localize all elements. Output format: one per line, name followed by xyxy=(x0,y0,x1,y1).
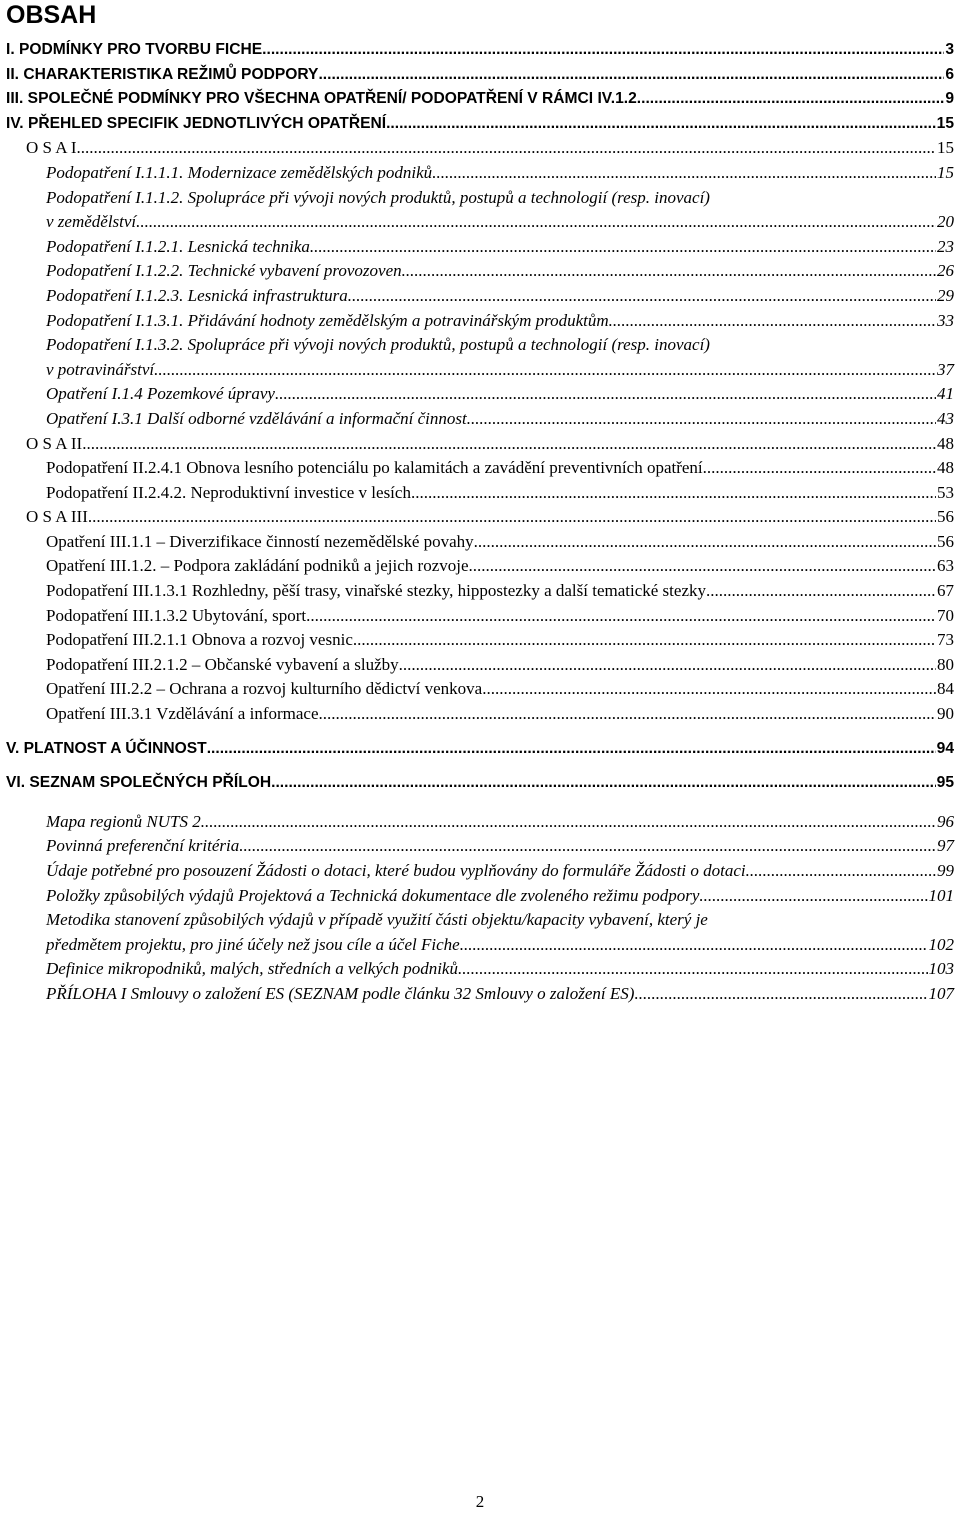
toc-entry-text: Opatření III.2.2 – Ochrana a rozvoj kulturního dědictví venkova xyxy=(46,679,483,699)
toc-entry-text: VI. SEZNAM SPOLEČNÝCH PŘÍLOH xyxy=(6,774,272,792)
toc-entry-text: Podopatření II.2.4.1 Obnova lesního potenciálu po kalamitách a zavádění preventivních opatření xyxy=(46,458,703,478)
toc-entry-text: Definice mikropodniků, malých, středních a velkých podniků xyxy=(46,959,458,979)
toc-entry-text: Podopatření III.2.1.1 Obnova a rozvoj vesnic xyxy=(46,630,353,650)
toc-page-number: 6 xyxy=(945,65,954,83)
dot-leader xyxy=(641,87,944,112)
dot-leader xyxy=(306,604,936,629)
toc-entry[interactable] xyxy=(6,834,954,859)
toc-entry[interactable] xyxy=(6,112,954,137)
toc-entry[interactable] xyxy=(6,933,954,958)
toc-entry[interactable] xyxy=(6,677,954,702)
table-of-contents xyxy=(6,38,954,1007)
dot-leader xyxy=(482,677,936,702)
dot-leader xyxy=(353,628,936,653)
toc-entry[interactable] xyxy=(6,653,954,678)
toc-page-number: 53 xyxy=(937,482,954,502)
dot-leader xyxy=(703,456,936,481)
toc-entry[interactable] xyxy=(6,235,954,260)
toc-page-number: 94 xyxy=(936,739,954,757)
dot-leader xyxy=(458,957,928,982)
toc-entry-text: O S A III xyxy=(26,507,88,527)
toc-entry[interactable] xyxy=(6,432,954,457)
dot-leader xyxy=(82,432,936,457)
toc-entry[interactable] xyxy=(6,358,954,383)
toc-page-number: 20 xyxy=(937,212,954,232)
toc-entry[interactable] xyxy=(6,957,954,982)
toc-entry-text: Opatření III.3.1 Vzdělávání a informace xyxy=(46,704,319,724)
toc-entry[interactable] xyxy=(6,604,954,629)
toc-entry-text: IV. PŘEHLED SPECIFIK JEDNOTLIVÝCH OPATŘENÍ xyxy=(6,114,387,132)
toc-page-number: 37 xyxy=(937,359,954,379)
toc-entry[interactable] xyxy=(6,259,954,284)
toc-page-number: 9 xyxy=(945,90,954,108)
toc-entry[interactable] xyxy=(6,702,954,727)
toc-entry[interactable] xyxy=(6,628,954,653)
toc-entry-text: O S A II xyxy=(26,433,83,453)
dot-leader xyxy=(136,210,936,235)
toc-entry-text: III. SPOLEČNÉ PODMÍNKY PRO VŠECHNA OPATŘENÍ/ PODOPATŘENÍ V RÁMCI IV.1.2. xyxy=(6,90,642,108)
toc-page-number: 67 xyxy=(937,581,954,601)
dot-leader xyxy=(77,136,936,161)
dot-leader xyxy=(318,63,944,88)
dot-leader xyxy=(207,737,936,762)
toc-entry-text: Opatření III.1.1 – Diverzifikace činností nezemědělské povahy xyxy=(46,531,474,551)
toc-entry-text: Podopatření III.1.3.1 Rozhledny, pěší trasy, vinařské stezky, hippostezky a další tematické stezky xyxy=(46,581,706,601)
page-number: 2 xyxy=(475,1492,485,1511)
toc-page-number: 56 xyxy=(937,531,954,551)
dot-leader xyxy=(609,309,936,334)
toc-entry-text: Podopatření I.1.2.2. Technické vybavení provozoven xyxy=(46,261,402,281)
dot-leader xyxy=(460,933,928,958)
toc-page-number: 63 xyxy=(937,556,954,576)
toc-entry[interactable] xyxy=(6,456,954,481)
toc-entry[interactable] xyxy=(6,505,954,530)
toc-page-number: 73 xyxy=(937,630,954,650)
dot-leader xyxy=(634,982,927,1007)
toc-entry[interactable] xyxy=(6,63,954,88)
toc-entry-text-continued: v zemědělství xyxy=(46,212,137,232)
toc-entry[interactable] xyxy=(6,530,954,555)
toc-entry-text: Opatření III.1.2. – Podpora zakládání podniků a jejich rozvoje xyxy=(46,556,469,576)
toc-page-number: 101 xyxy=(928,885,954,905)
toc-page-number: 26 xyxy=(937,261,954,281)
dot-leader xyxy=(88,505,936,530)
toc-page-number: 90 xyxy=(937,704,954,724)
toc-page-number: 96 xyxy=(937,811,954,831)
toc-page-number: 102 xyxy=(928,934,954,954)
toc-entry[interactable] xyxy=(6,579,954,604)
toc-page-number: 15 xyxy=(937,162,954,182)
toc-entry[interactable] xyxy=(6,810,954,835)
dot-leader xyxy=(746,859,936,884)
toc-page-number: 15 xyxy=(936,114,954,132)
dot-leader xyxy=(467,407,936,432)
toc-entry-text[interactable]: Metodika stanovení způsobilých výdajů v případě využití části objektu/kapacity vybavení, který je xyxy=(46,910,708,930)
dot-leader xyxy=(319,702,936,727)
toc-entry-text: Mapa regionů NUTS 2 xyxy=(46,811,201,831)
toc-entry-text-continued: předmětem projektu, pro jiné účely než jsou cíle a účel Fiche xyxy=(46,934,460,954)
toc-page-number: 70 xyxy=(937,605,954,625)
dot-leader xyxy=(699,884,927,909)
toc-entry[interactable] xyxy=(6,382,954,407)
toc-page-number: 97 xyxy=(937,836,954,856)
toc-page-number: 48 xyxy=(937,458,954,478)
toc-entry[interactable] xyxy=(6,161,954,186)
toc-entry[interactable] xyxy=(6,737,954,762)
toc-entry-text: PŘÍLOHA I Smlouvy o založení ES (SEZNAM podle článku 32 Smlouvy o založení ES) xyxy=(46,983,635,1003)
toc-entry-text: Podopatření I.1.3.1. Přidávání hodnoty zemědělským a potravinářským produktům xyxy=(46,310,609,330)
toc-page-number: 43 xyxy=(937,408,954,428)
dot-leader xyxy=(271,771,936,796)
toc-page-number: 80 xyxy=(937,654,954,674)
toc-page-number: 3 xyxy=(945,41,954,58)
dot-leader xyxy=(348,284,936,309)
dot-leader xyxy=(262,38,944,63)
dot-leader xyxy=(239,834,936,859)
toc-entry-text: Podopatření I.1.1.1. Modernizace zemědělských podniků xyxy=(46,162,433,182)
toc-entry-text: II. CHARAKTERISTIKA REŽIMŮ PODPORY xyxy=(6,65,319,83)
toc-page-number: 33 xyxy=(937,310,954,330)
toc-page-number: 23 xyxy=(937,236,954,256)
dot-leader xyxy=(402,259,936,284)
dot-leader xyxy=(706,579,936,604)
toc-entry[interactable] xyxy=(6,771,954,796)
dot-leader xyxy=(399,653,936,678)
toc-entry-text: Opatření I.3.1 Další odborné vzdělávání a informační činnost xyxy=(46,408,467,428)
toc-entry-text: Opatření I.1.4 Pozemkové úpravy xyxy=(46,384,275,404)
toc-entry-text-continued: v potravinářství xyxy=(46,359,155,379)
toc-entry[interactable] xyxy=(6,284,954,309)
toc-page-number: 41 xyxy=(937,384,954,404)
dot-leader xyxy=(469,554,936,579)
toc-page-number: 99 xyxy=(937,861,954,880)
toc-entry[interactable] xyxy=(6,136,954,161)
toc-entry-text: V. PLATNOST A ÚČINNOST xyxy=(6,739,207,757)
toc-entry[interactable] xyxy=(6,554,954,579)
toc-page-number: 56 xyxy=(937,507,954,527)
toc-entry-text: Podopatření I.1.2.3. Lesnická infrastruktura xyxy=(46,285,348,305)
dot-leader xyxy=(201,810,936,835)
toc-entry-text: O S A I xyxy=(26,138,77,158)
toc-entry[interactable] xyxy=(6,481,954,506)
toc-entry-text[interactable]: Podopatření I.1.1.2. Spolupráce při vývoji nových produktů, postupů a technologií (resp. inovací) xyxy=(46,187,710,207)
toc-page-number: 103 xyxy=(928,959,954,979)
toc-page-number: 48 xyxy=(937,433,954,453)
toc-entry[interactable] xyxy=(6,38,954,63)
toc-entry[interactable] xyxy=(6,982,954,1007)
toc-page-number: 29 xyxy=(937,285,954,305)
toc-page-number: 15 xyxy=(937,138,954,158)
page-title: OBSAH xyxy=(6,1,97,29)
toc-entry[interactable] xyxy=(6,859,954,884)
toc-page-number: 107 xyxy=(928,983,954,1003)
toc-entry[interactable] xyxy=(6,407,954,432)
toc-entry-text: Podopatření II.2.4.2. Neproduktivní investice v lesích xyxy=(46,482,411,502)
dot-leader xyxy=(154,358,936,383)
dot-leader xyxy=(275,382,936,407)
dot-leader xyxy=(411,481,936,506)
toc-entry[interactable] xyxy=(6,87,954,112)
toc-entry-text: Podopatření I.1.2.1. Lesnická technika xyxy=(46,236,310,256)
dot-leader xyxy=(432,161,936,186)
toc-entry-text: I. PODMÍNKY PRO TVORBU FICHE xyxy=(6,41,263,58)
toc-entry-text[interactable]: Podopatření I.1.3.2. Spolupráce při vývoji nových produktů, postupů a technologií (resp. inovací) xyxy=(46,335,710,355)
dot-leader xyxy=(386,112,936,137)
toc-entry[interactable] xyxy=(6,309,954,334)
toc-page-number: 84 xyxy=(937,679,954,699)
toc-page-number: 95 xyxy=(936,774,954,792)
toc-entry[interactable] xyxy=(6,210,954,235)
toc-entry-text: Údaje potřebné pro posouzení Žádosti o dotaci, které budou vyplňovány do formuláře Žádosti o dotaci xyxy=(46,861,746,880)
toc-entry-text: Podopatření III.2.1.2 – Občanské vybavení a služby xyxy=(46,654,399,674)
toc-entry-text: Položky způsobilých výdajů Projektová a Technická dokumentace dle zvoleného režimu podpory xyxy=(46,885,700,905)
dot-leader xyxy=(310,235,936,260)
toc-entry-text: Povinná preferenční kritéria xyxy=(46,836,240,856)
dot-leader xyxy=(474,530,936,555)
toc-entry[interactable] xyxy=(6,884,954,909)
toc-entry-text: Podopatření III.1.3.2 Ubytování, sport xyxy=(46,605,307,625)
